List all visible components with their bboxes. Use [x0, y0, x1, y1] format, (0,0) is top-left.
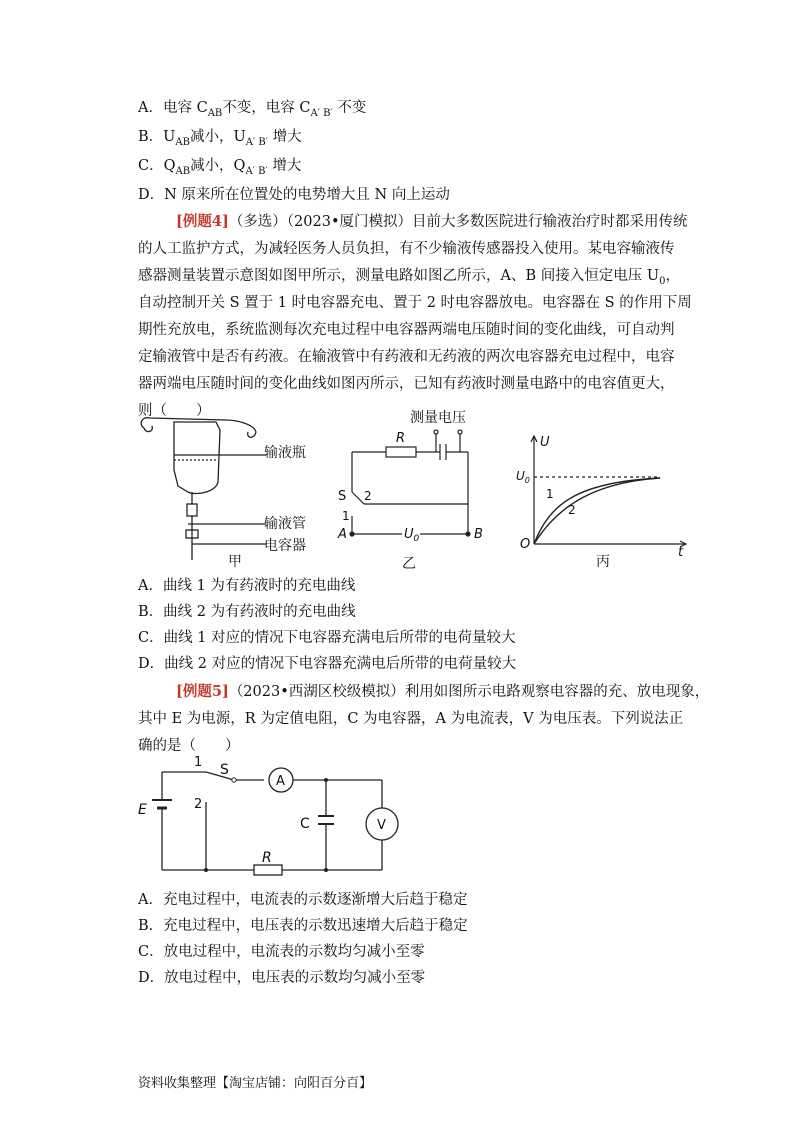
- label-b: B: [474, 527, 483, 542]
- label-u0-axis: $U_0$: [516, 469, 530, 485]
- label-r: R: [396, 431, 406, 446]
- example4-option-a: A．曲线 1 为有药液时的充电曲线: [138, 578, 356, 594]
- figure-jia: [136, 410, 336, 574]
- label-t-axis: t: [678, 545, 684, 560]
- example4-line3: 感器测量装置示意图如图甲所示，测量电路如图乙所示，A、B 间接入恒定电压 $U_0$，: [138, 268, 680, 287]
- label-u0: $U_0$: [404, 527, 420, 544]
- label-curve-1: 1: [546, 487, 554, 501]
- example5-label: [例题5]: [176, 683, 229, 700]
- figure-bing: [510, 432, 690, 576]
- circuit-label-r: R: [262, 850, 272, 866]
- prev-option-d: D．N 原来所在位置处的电势增大且 N 向上运动: [138, 187, 450, 203]
- circuit-label-2: 2: [194, 797, 203, 812]
- ammeter-label: A: [276, 774, 285, 789]
- circuit-label-c: C: [300, 816, 310, 832]
- example5-option-d: D．放电过程中，电压表的示数均匀减小至零: [138, 970, 426, 986]
- caption-yi: 乙: [402, 556, 416, 572]
- example4-line5: 期性充放电，系统监测每次充电过程中电容器两端电压随时间的变化曲线，可自动判: [138, 322, 675, 338]
- label-origin: O: [520, 537, 531, 552]
- label-tube: 输液管: [264, 516, 306, 532]
- example4-option-c: C．曲线 1 对应的情况下电容器充满电后所带的电荷量较大: [138, 630, 516, 646]
- caption-jia: 甲: [228, 554, 242, 570]
- circuit-label-1: 1: [194, 755, 203, 770]
- example4-line8: 则（ ）: [138, 403, 211, 419]
- example4-label: [例题4]: [176, 213, 229, 230]
- example5-line2: 其中 E 为电源，R 为定值电阻，C 为电容器，A 为电流表，V 为电压表。下列说法正: [138, 711, 684, 727]
- label-s: S: [338, 489, 347, 504]
- page-footer: 资料收集整理【淘宝店铺：向阳百分百】: [138, 1076, 373, 1091]
- label-measure-voltage: 测量电压: [410, 410, 466, 426]
- example5-line1: [例题5]（2023•西湖区校级模拟）利用如图所示电路观察电容器的充、放电现象，: [176, 683, 710, 700]
- label-curve-2: 2: [568, 503, 576, 517]
- example4-line6: 定输液管中是否有药液。在输液管中有药液和无药液的两次电容器充电过程中，电容: [138, 349, 675, 365]
- example5-option-a: A．充电过程中，电流表的示数逐渐增大后趋于稳定: [138, 892, 468, 908]
- prev-option-b: B．$U_{AB}$减小，$U_{A' B'}$ 增大: [138, 129, 302, 148]
- example4-line2: 的人工监护方式，为减轻医务人员负担，有不少输液传感器投入使用。某电容输液传: [138, 241, 675, 257]
- caption-bing: 丙: [596, 554, 610, 570]
- prev-option-a: A．电容 $C_{AB}$不变，电容 $C_{A' B'}$ 不变: [138, 100, 367, 119]
- example5-line3: 确的是（ ）: [138, 738, 240, 754]
- example4-line4: 自动控制开关 S 置于 1 时电容器充电、置于 2 时电容器放电。电容器在 S 的作用下周: [138, 295, 692, 311]
- label-capacitor: 电容器: [264, 538, 306, 554]
- label-bottle: 输液瓶: [264, 445, 306, 461]
- label-2: 2: [364, 489, 372, 503]
- label-u-axis: U: [540, 435, 550, 450]
- label-a: A: [338, 527, 347, 542]
- figure-yi: [336, 404, 496, 578]
- example4-option-d: D．曲线 2 对应的情况下电容器充满电后所带的电荷量较大: [138, 656, 517, 672]
- example4-line7: 器两端电压随时间的变化曲线如图丙所示，已知有药液时测量电路中的电容值更大，: [138, 376, 675, 392]
- figure-circuit: [136, 752, 416, 886]
- voltmeter-label: V: [377, 818, 386, 833]
- example5-option-b: B．充电过程中，电压表的示数迅速增大后趋于稳定: [138, 918, 468, 934]
- circuit-label-e: E: [138, 802, 147, 818]
- label-1: 1: [342, 509, 350, 523]
- example4-option-b: B．曲线 2 为有药液时的充电曲线: [138, 604, 356, 620]
- prev-option-c: C．$Q_{AB}$减小，$Q_{A' B'}$ 增大: [138, 158, 302, 177]
- example5-option-c: C．放电过程中，电流表的示数均匀减小至零: [138, 944, 425, 960]
- example4-line1: [例题4]（多选）（2023•厦门模拟）目前大多数医院进行输液治疗时都采用传统: [176, 213, 688, 230]
- circuit-label-s: S: [220, 762, 229, 778]
